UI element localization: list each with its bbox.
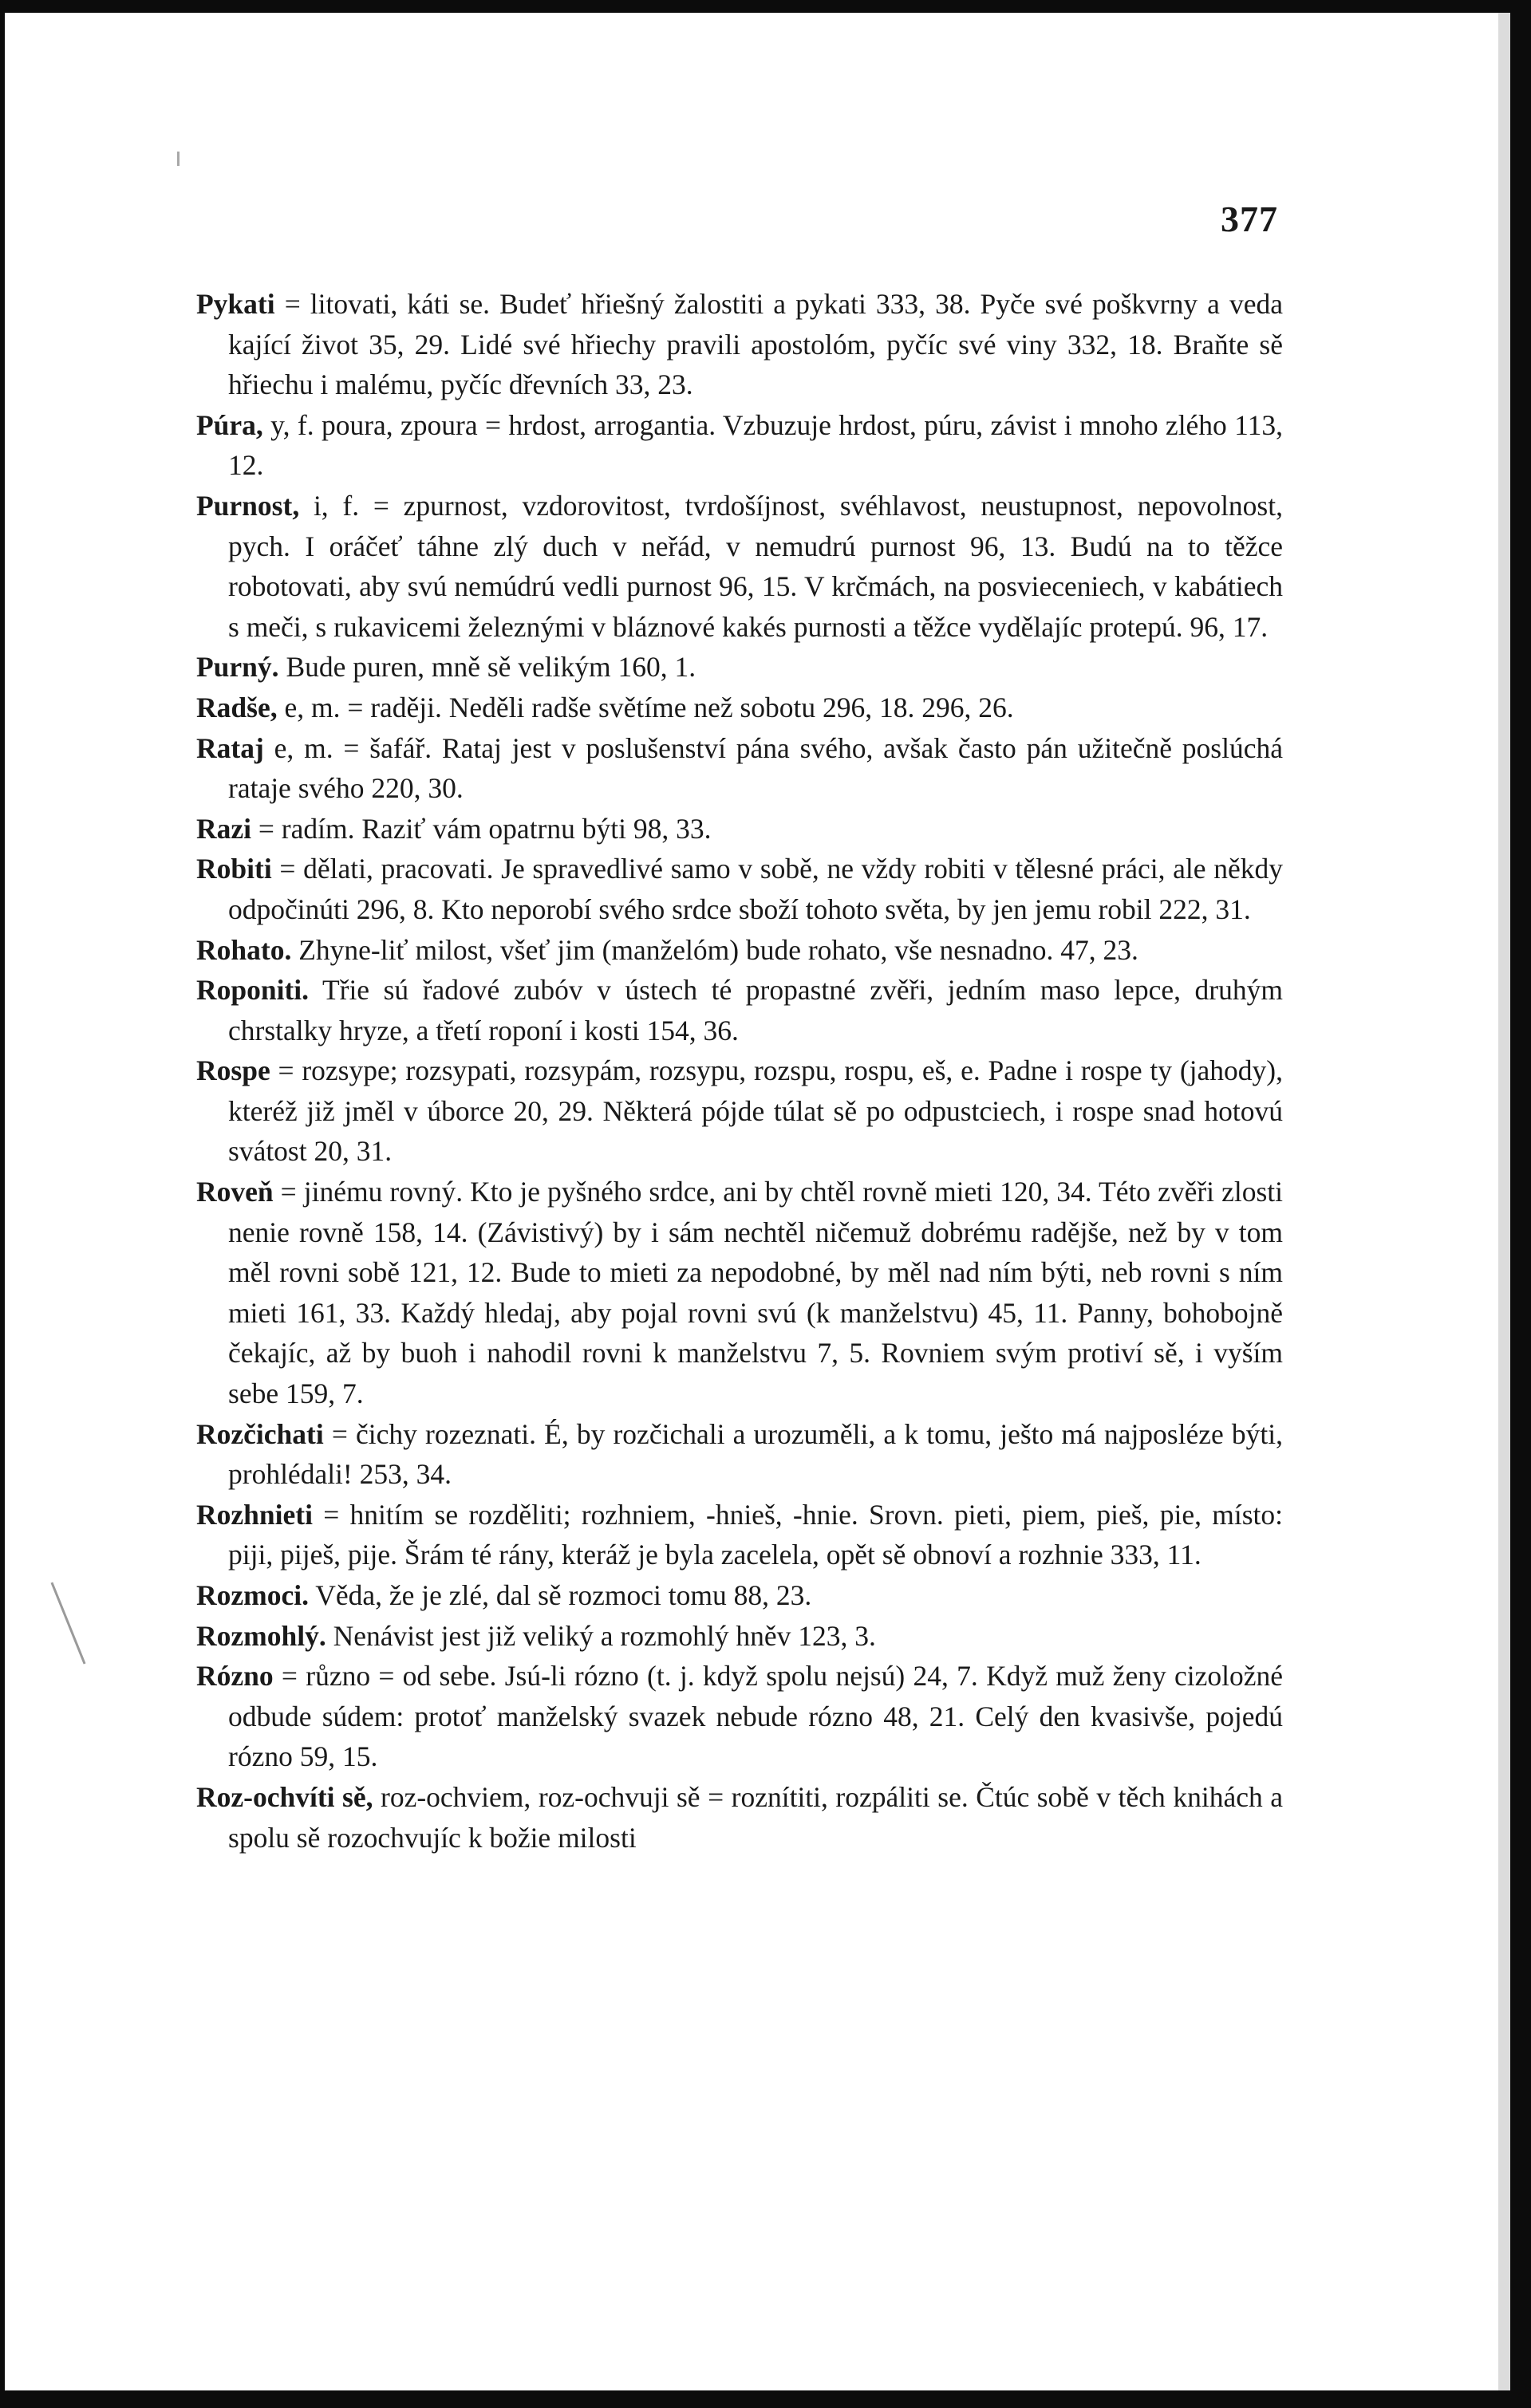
entry-definition: Zhyne-liť milost, všeť jim (manželóm) bude rohato, vše nesnadno. 47, 23. [291,933,1138,966]
glossary-entry [196,930,1283,971]
entry-headword: Purný. [196,651,279,684]
glossary-entry [196,1414,1283,1495]
page-number: 377 [1221,199,1278,239]
glossary-entry [196,809,1283,849]
entry-definition: = hnitím se rozděliti; rozhniem, -hnieš, -hnie. Srovn. pieti, piem, pieš, pie, místo: piji, piješ, pije. Šrám té rány, kteráž je byla zacelela, opět sě obnoví a rozhnie 333, 11. [228,1498,1283,1571]
scan-mark [51,1582,86,1664]
entry-headword: Razi [196,812,252,845]
entry-definition: Nenávist jest již veliký a rozmohlý hněv 123, 3. [326,1619,876,1652]
scan-border-bottom [0,2390,1531,2408]
entry-definition: e, m. = šafář. Rataj jest v poslušenství pána svého, avšak často pán užitečně poslúchá rataje svého 220, 30. [228,731,1283,805]
entry-definition: y, f. poura, zpoura = hrdost, arrogantia. Vzbuzuje hrdost, púru, závist i mnoho zlého 113, 12. [228,408,1283,482]
entry-headword: Purnost, [196,489,300,522]
entry-headword: Rospe [196,1054,270,1087]
glossary-entry [196,647,1283,688]
entry-headword: Rohato. [196,933,292,966]
entry-headword: Radše, [196,691,278,723]
entry-headword: Púra, [196,408,263,441]
scan-border-left [0,0,5,2408]
entry-headword: Roz-ochvíti sě, [196,1780,373,1813]
glossary-entry [196,1777,1283,1858]
entry-headword: Rataj [196,731,264,764]
entry-definition: roz-ochviem, roz-ochvuji sě = roznítiti, rozpáliti se. Čtúc sobě v těch knihách a spolu sě rozochvujíc k božie milosti [228,1780,1283,1854]
scan-border-top [0,0,1531,13]
entry-headword: Rozhnieti [196,1498,313,1531]
glossary-entry [196,486,1283,647]
entry-definition: Bude puren, mně sě velikým 160, 1. [278,651,696,684]
glossary-entry [196,1495,1283,1575]
entry-definition: = rozsype; rozsypati, rozsypám, rozsypu, rozspu, rospu, eš, e. Padne i rospe ty (jahody), kteréž již jměl v úborce 20, 29. Některá pójde túlat sě po odpustciech, i rospe snad hotovú svátost 20, 31. [228,1054,1283,1168]
glossary-entry [196,1172,1283,1414]
entry-headword: Roponiti. [196,974,310,1007]
glossary-entry [196,1656,1283,1777]
entry-definition: = dělati, pracovati. Je spravedlivé samo v sobě, ne vždy robiti v tělesné práci, ale někdy odpočinúti 296, 8. Kto neporobí svého srdce sboží tohoto světa, by jen jemu robil 222, 31. [228,853,1283,925]
entry-headword: Rózno [196,1660,274,1693]
glossary-entry [196,970,1283,1050]
glossary-entry [196,1050,1283,1172]
entry-definition: Věda, že je zlé, dal sě rozmoci tomu 88, 23. [308,1579,812,1611]
glossary-entry [196,405,1283,486]
entry-headword: Rozčichati [196,1417,324,1450]
entry-definition: i, f. = zpurnost, vzdorovitost, tvrdošíjnost, svéhlavost, neustupnost, nepovolnost, pych. I oráčeť táhne zlý duch v neřád, v nemudrú purnost 96, 13. Budú na to těžce robotovati, aby svú nemúdrú vedli purnost 96, 15. V krčmách, na posvieceniech, v kabátiech s meči, s rukavicemi železnými v bláznové kakés purnosti a těžce vydělajíc protepú. 96, 17. [228,489,1283,643]
glossary-body [196,284,1283,1858]
scan-mark [177,152,180,166]
glossary-entry [196,1616,1283,1657]
glossary-entry [196,849,1283,929]
entry-definition: = litovati, káti se. Budeť hřiešný žalostiti a pykati 333, 38. Pyče své poškvrny a veda kající život 35, 29. Lidé své hřiechy pravili apostolóm, pyčíc své viny 332, 18. Braňte sě hřiechu i malému, pyčíc dřevních 33, 23. [228,288,1283,401]
entry-headword: Rozmohlý. [196,1619,326,1652]
entry-headword: Robiti [196,853,272,885]
entry-definition: = radím. Raziť vám opatrnu býti 98, 33. [251,812,712,845]
glossary-entry [196,728,1283,809]
entry-headword: Roveň [196,1176,274,1208]
entry-headword: Pykati [196,288,275,320]
scan-border-right [1510,0,1531,2408]
entry-definition: = různo = od sebe. Jsú-li rózno (t. j. když spolu nejsú) 24, 7. Když muž ženy cizoložné odbude súdem: protoť manželský svazek nebude rózno 48, 21. Celý den kvasivše, pojedú rózno 59, 15. [228,1660,1283,1773]
entry-definition: Třie sú řadové zubóv v ústech té propastné zvěři, jedním maso lepce, druhým chrstalky hryze, a třetí roponí i kosti 154, 36. [228,974,1283,1046]
entry-headword: Rozmoci. [196,1579,309,1611]
glossary-entry [196,284,1283,405]
glossary-entry [196,688,1283,728]
entry-definition: = čichy rozeznati. É, by rozčichali a urozuměli, a k tomu, ješto má najposléze býti, prohlédali! 253, 34. [228,1417,1283,1491]
entry-definition: e, m. = raději. Neděli radše světíme než sobotu 296, 18. 296, 26. [277,691,1014,723]
glossary-entry [196,1575,1283,1616]
page-edge-shadow [1498,13,1510,2390]
entry-definition: = jinému rovný. Kto je pyšného srdce, ani by chtěl rovně mieti 120, 34. Této zvěři zlosti nenie rovně 158, 14. (Závistivý) by i sám nechtěl ničemuž dobrému radějše, než by v tom měl rovni sobě 121, 12. Bude to mieti za nepodobné, by měl nad ním býti, neb rovni s ním mieti 161, 33. Každý hledaj, aby pojal rovni svú (k manželstvu) 45, 11. Panny, bohobojně čekajíc, až by buoh i nahodil rovni k manželstvu 7, 5. Rovniem svým protiví sě, i vyším sebe 159, 7. [228,1176,1283,1410]
